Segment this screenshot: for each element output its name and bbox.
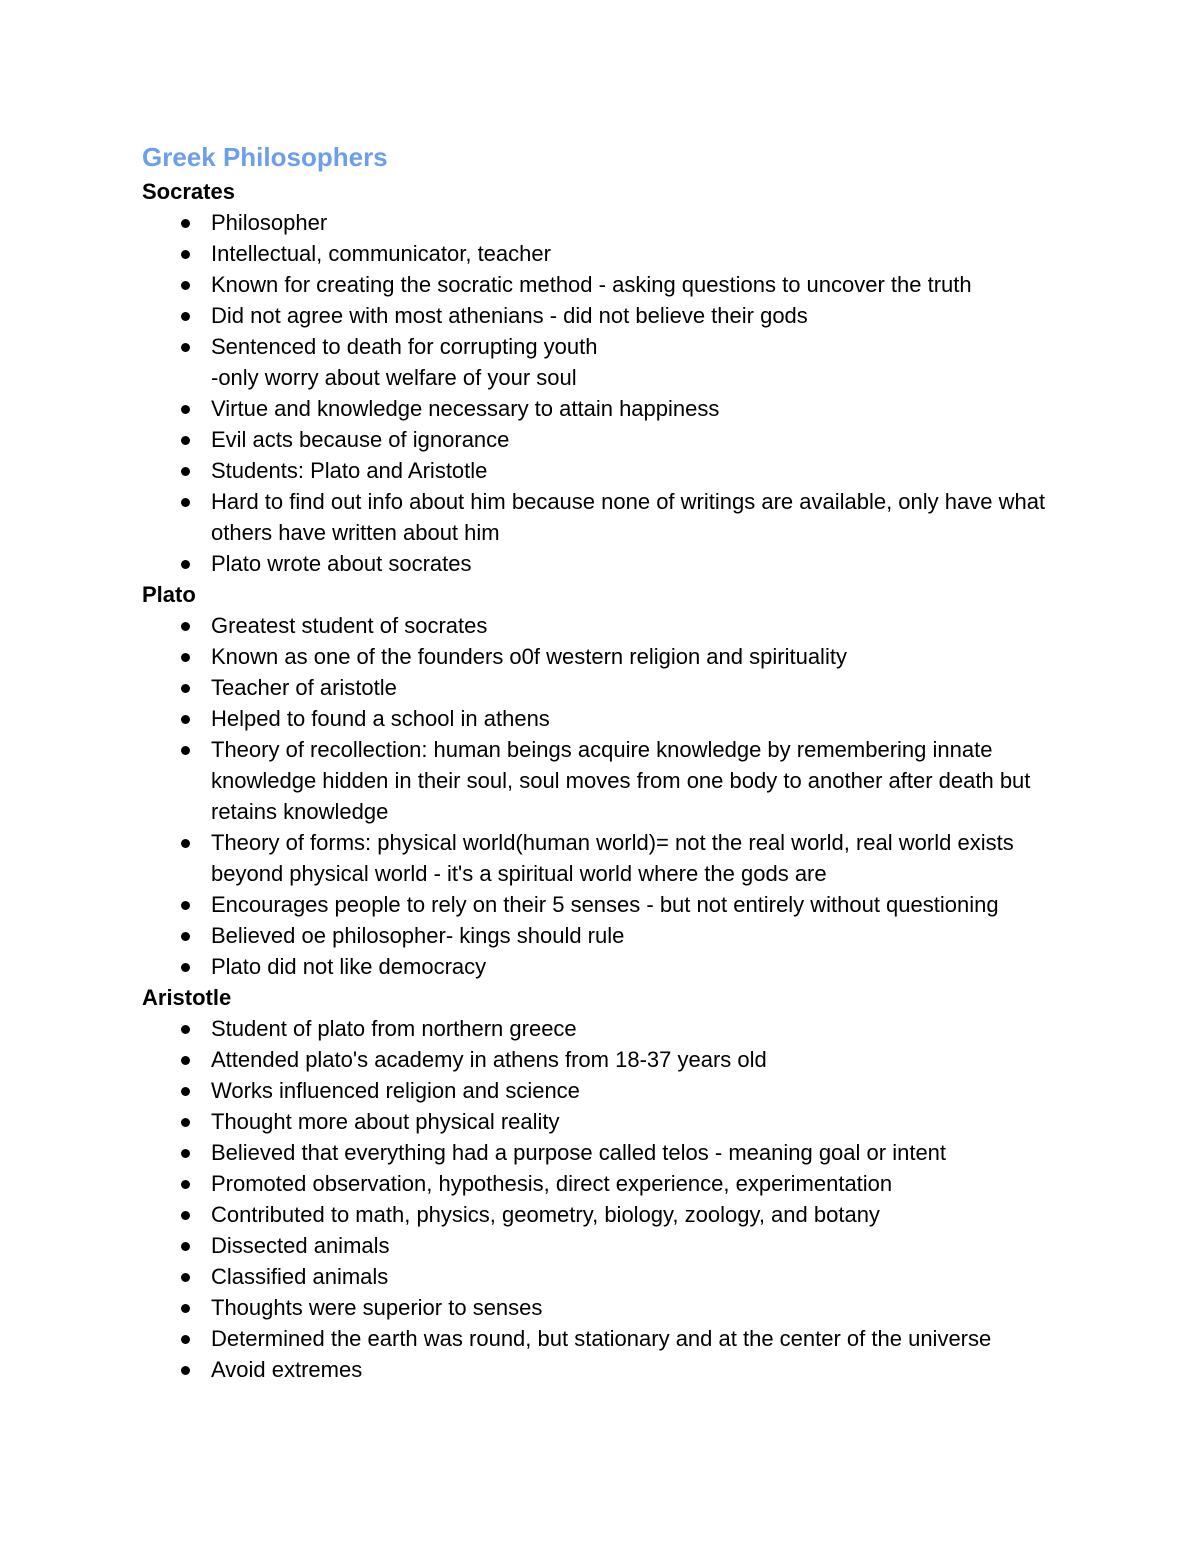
list-item: Thought more about physical reality bbox=[142, 1106, 1062, 1137]
list-item: Believed that everything had a purpose called telos - meaning goal or intent bbox=[142, 1137, 1062, 1168]
list-item: Evil acts because of ignorance bbox=[142, 424, 1062, 455]
list-item: Known for creating the socratic method - asking questions to uncover the truth bbox=[142, 269, 1062, 300]
document-title: Greek Philosophers bbox=[142, 142, 388, 172]
list-item: Works influenced religion and science bbox=[142, 1075, 1062, 1106]
list-item: Classified animals bbox=[142, 1261, 1062, 1292]
list-item: Plato did not like democracy bbox=[142, 951, 1062, 982]
list-item: Avoid extremes bbox=[142, 1354, 1062, 1385]
list-item: Virtue and knowledge necessary to attain happiness bbox=[142, 393, 1062, 424]
bullet-list bbox=[142, 1013, 1062, 1385]
list-item: Contributed to math, physics, geometry, biology, zoology, and botany bbox=[142, 1199, 1062, 1230]
list-item: Did not agree with most athenians - did not believe their gods bbox=[142, 300, 1062, 331]
list-item: Promoted observation, hypothesis, direct experience, experimentation bbox=[142, 1168, 1062, 1199]
list-item: Sentenced to death for corrupting youth bbox=[142, 331, 1062, 362]
list-item: Dissected animals bbox=[142, 1230, 1062, 1261]
list-item-continuation: -only worry about welfare of your soul bbox=[211, 365, 577, 390]
list-item: Intellectual, communicator, teacher bbox=[142, 238, 1062, 269]
list-item: Theory of forms: physical world(human world)= not the real world, real world exists beyond physical world - it's a spiritual world where the gods are bbox=[142, 827, 1062, 889]
list-item: Hard to find out info about him because none of writings are available, only have what others have written about him bbox=[142, 486, 1062, 548]
list-item: Thoughts were superior to senses bbox=[142, 1292, 1062, 1323]
section-aristotle bbox=[142, 982, 1062, 1385]
list-item: Greatest student of socrates bbox=[142, 610, 1062, 641]
document-page bbox=[142, 140, 1062, 1385]
list-item: Known as one of the founders o0f western religion and spirituality bbox=[142, 641, 1062, 672]
list-item: Determined the earth was round, but stationary and at the center of the universe bbox=[142, 1323, 1062, 1354]
list-item: Theory of recollection: human beings acquire knowledge by remembering innate knowledge hidden in their soul, soul moves from one body to another after death but retains knowledge bbox=[142, 734, 1062, 827]
list-item: Students: Plato and Aristotle bbox=[142, 455, 1062, 486]
section-heading: Aristotle bbox=[142, 985, 232, 1010]
section-socrates bbox=[142, 176, 1062, 579]
bullet-list bbox=[142, 207, 1062, 579]
list-item: Helped to found a school in athens bbox=[142, 703, 1062, 734]
list-item: Philosopher bbox=[142, 207, 1062, 238]
section-plato bbox=[142, 579, 1062, 982]
list-item: Believed oe philosopher- kings should rule bbox=[142, 920, 1062, 951]
section-heading: Socrates bbox=[142, 179, 235, 204]
bullet-list bbox=[142, 610, 1062, 982]
section-heading: Plato bbox=[142, 582, 196, 607]
list-item: Teacher of aristotle bbox=[142, 672, 1062, 703]
list-item: Attended plato's academy in athens from 18-37 years old bbox=[142, 1044, 1062, 1075]
list-item: Student of plato from northern greece bbox=[142, 1013, 1062, 1044]
list-item: Plato wrote about socrates bbox=[142, 548, 1062, 579]
list-item: Encourages people to rely on their 5 senses - but not entirely without questioning bbox=[142, 889, 1062, 920]
